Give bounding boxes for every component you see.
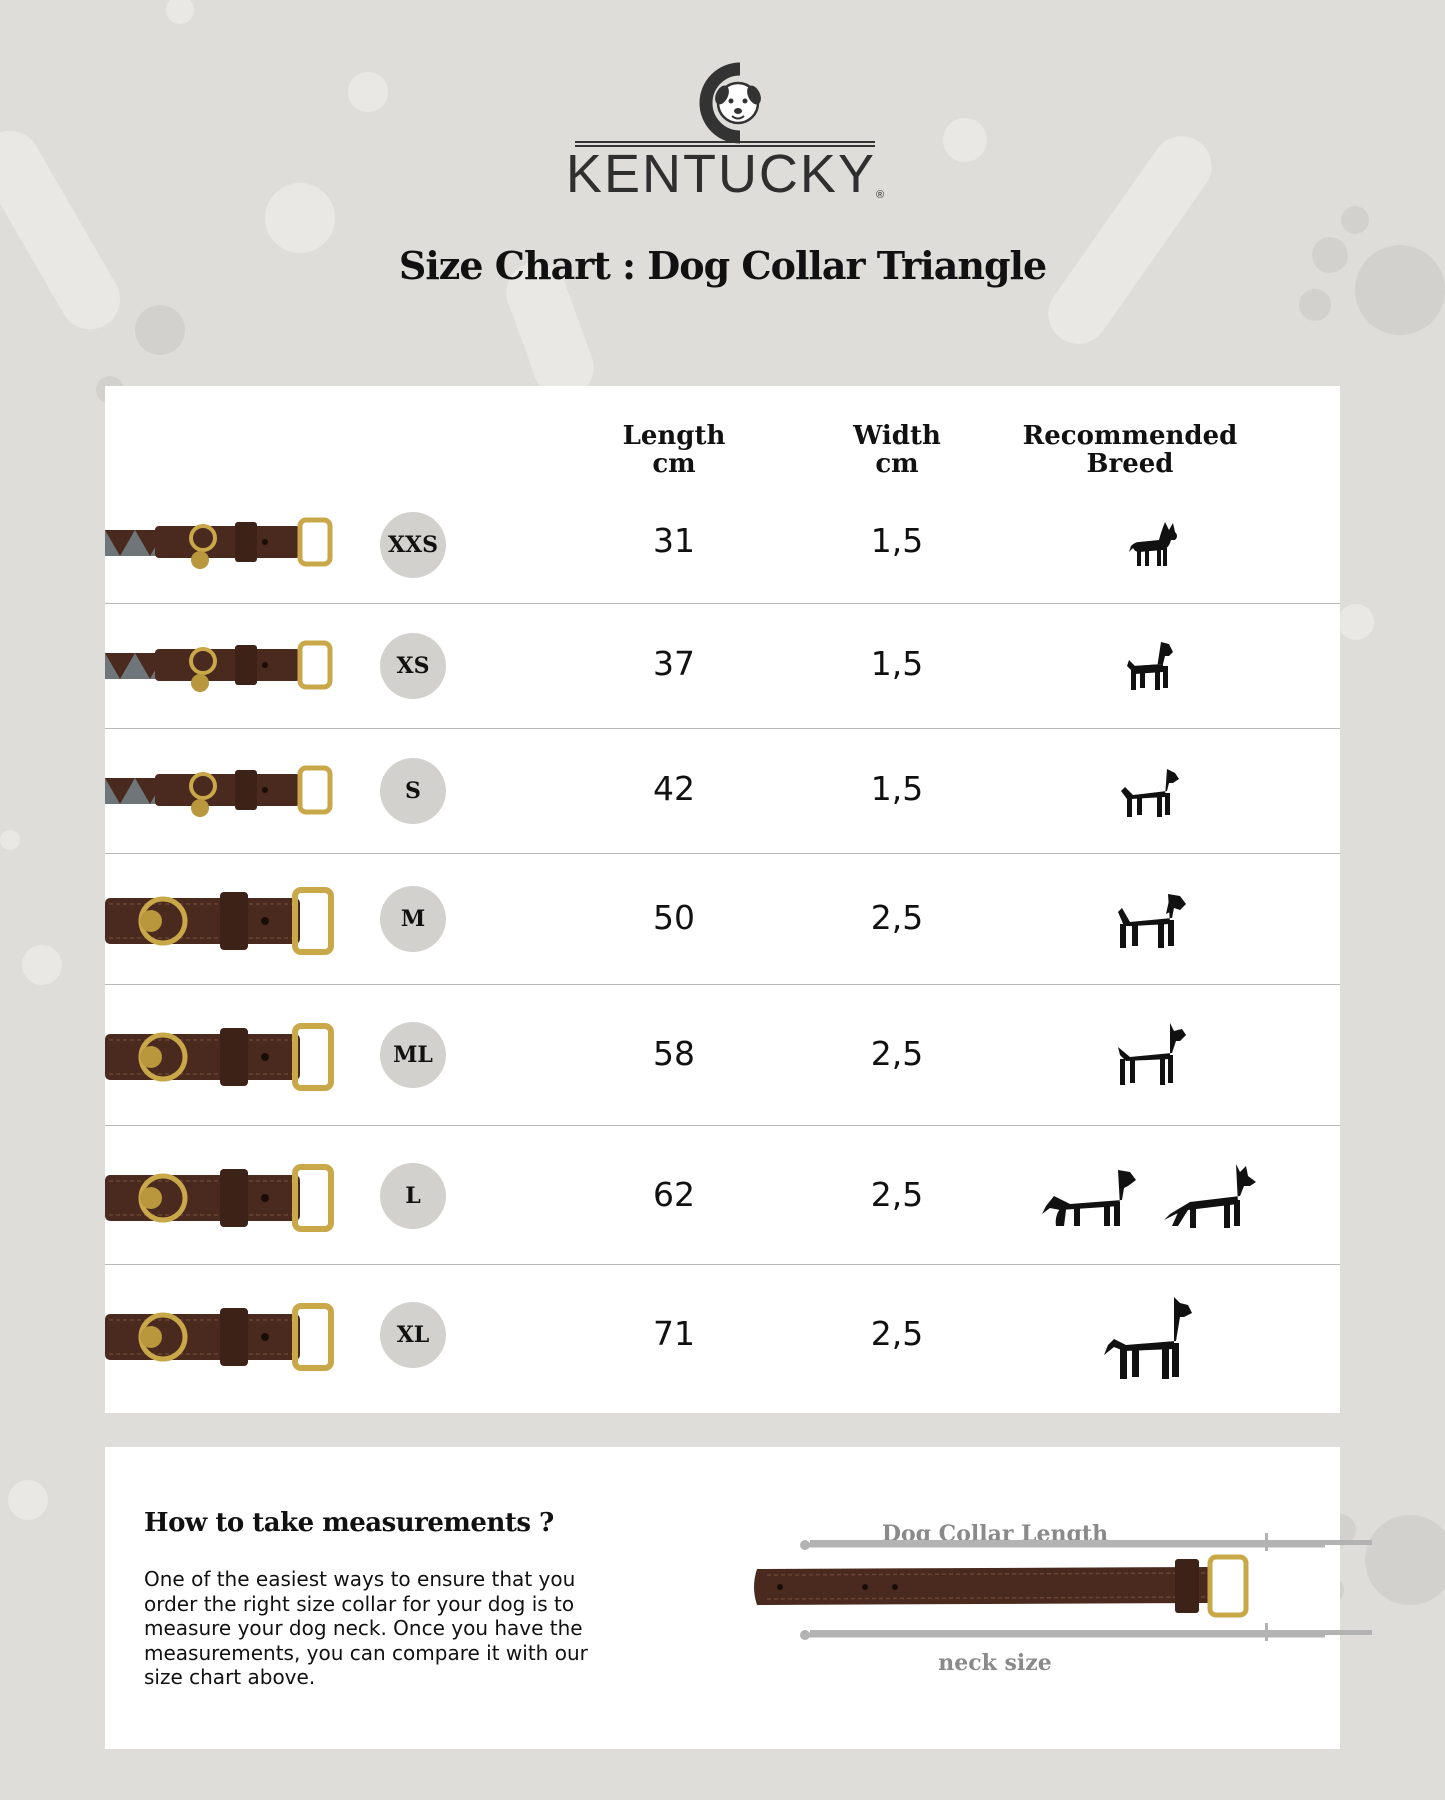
header-recommended-breed: Recommended Breed [1022, 421, 1238, 479]
size-badge: XS [380, 633, 446, 699]
size-badge: M [380, 886, 446, 952]
collar-length-label: Dog Collar Length [881, 1521, 1109, 1547]
collar-image-icon [105, 508, 335, 578]
length-dimension-tick [1265, 1533, 1268, 1551]
length-value: 50 [653, 898, 695, 937]
measurement-title: How to take measurements ? [144, 1508, 554, 1538]
width-value: 2,5 [870, 1314, 924, 1353]
neck-dimension-tick [1265, 1623, 1268, 1641]
length-value: 31 [653, 521, 695, 560]
chihuahua-silhouette-icon [1125, 518, 1181, 568]
collar-image-icon [105, 631, 335, 701]
table-row [105, 1265, 1340, 1413]
length-value: 37 [653, 644, 695, 683]
retriever-silhouette-icon [1040, 1166, 1140, 1230]
width-value: 2,5 [870, 1175, 924, 1214]
beagle-silhouette-icon [1110, 888, 1190, 950]
dog-head-logo-icon [678, 55, 774, 151]
shepherd-silhouette-icon [1160, 1162, 1260, 1230]
neck-size-label: neck size [938, 1650, 1052, 1676]
collar-image-icon [105, 756, 335, 826]
collar-image-icon [105, 886, 335, 956]
pinscher-silhouette-icon [1108, 1021, 1190, 1087]
length-dimension-line [810, 1540, 1372, 1545]
size-badge: XXS [380, 512, 446, 578]
great-dane-silhouette-icon [1100, 1295, 1196, 1381]
table-row [105, 729, 1340, 854]
width-value: 1,5 [870, 644, 924, 683]
header-width: Width cm [853, 421, 941, 479]
size-chart-table [105, 386, 1340, 1413]
brand-wordmark: KENTUCKY® [565, 144, 885, 204]
size-badge: L [380, 1163, 446, 1229]
neck-dimension-line [810, 1630, 1372, 1635]
collar-image-icon [105, 1022, 335, 1092]
width-value: 2,5 [870, 1034, 924, 1073]
length-value: 71 [653, 1314, 695, 1353]
header-length: Length cm [622, 421, 726, 479]
table-row [105, 854, 1340, 985]
width-value: 1,5 [870, 521, 924, 560]
page-title: Size Chart : Dog Collar Triangle [398, 243, 1047, 288]
length-value: 42 [653, 769, 695, 808]
terrier-silhouette-icon [1123, 638, 1179, 692]
measurement-guide [105, 1447, 1340, 1749]
size-badge: S [380, 758, 446, 824]
size-badge: XL [380, 1302, 446, 1368]
table-row [105, 1126, 1340, 1265]
brand-logo [560, 55, 890, 205]
table-row [105, 486, 1340, 604]
measurement-text: One of the easiest ways to ensure that you order the right size collar for your dog is to measure your dog neck. Once you have the measurements, you can compare it with our size chart above. [144, 1567, 588, 1689]
collar-image-icon [105, 1163, 335, 1233]
table-row [105, 985, 1340, 1126]
jack-russell-silhouette-icon [1117, 765, 1183, 819]
size-badge: ML [380, 1022, 446, 1088]
length-value: 62 [653, 1175, 695, 1214]
width-value: 2,5 [870, 898, 924, 937]
width-value: 1,5 [870, 769, 924, 808]
length-value: 58 [653, 1034, 695, 1073]
collar-image-icon [105, 1302, 335, 1372]
table-row [105, 604, 1340, 729]
